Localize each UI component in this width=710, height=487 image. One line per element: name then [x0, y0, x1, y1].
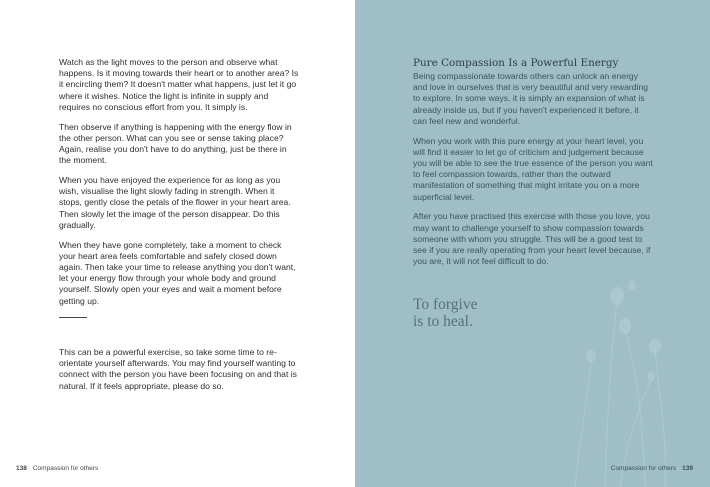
- section-heading: Pure Compassion Is a Powerful Energy: [413, 57, 619, 69]
- left-paragraph-2: Then observe if anything is happening with the energy flow in the other person. What can you see or sense taking place? Again, realise you don't have to do anything, just be there in the moment.: [59, 121, 292, 166]
- pull-quote: [413, 296, 533, 330]
- quote-line-1: To forgive: [413, 296, 478, 313]
- left-paragraph-1: Watch as the light moves to the person and observe what happens. Is it moving towards their heart or to another area? Is it encircling them? It doesn't matter what happens, just let it go where it wishes. Notice the light is infinite in supply and requires no conscious effort from you. It simply is.: [59, 57, 299, 112]
- left-footer-section: Compassion for others: [32, 465, 99, 472]
- right-paragraph-1: Being compassionate towards others can unlock an energy and love in ourselves that is very beautiful and very rewarding to explore. In some ways, it is simply an expansion of what is already inside us, but if you haven't experienced it before, it can feel new and wonderful.: [413, 71, 649, 126]
- quote-line-2: is to heal.: [413, 313, 473, 330]
- left-note-text: This can be a powerful exercise, so take some time to re-orientate yourself afterwards. You may find yourself wanting to connect with the person you have been focusing on and that is natural. If it feels appropriate, please do so.: [59, 347, 297, 391]
- right-footer-section: Compassion for others: [610, 465, 677, 472]
- left-paragraph-3: When you have enjoyed the experience for as long as you wish, visualise the light slowly fading in strength. When it stops, gently close the petals of the flower in your heart area. Then slowly let the image of the person disappear. Do this gradually.: [59, 175, 291, 230]
- right-footer: [611, 465, 693, 472]
- left-body-text: [59, 57, 299, 318]
- right-paragraph-2: When you work with this pure energy at your heart level, you will find it easier to let go of criticism and judgement because you will be able to see the true essence of the person you want to feel compassion towards, rather than the outward manifestation of something that might irritate you on a more superficial level.: [413, 135, 653, 202]
- right-page: [355, 0, 710, 487]
- section-divider: [59, 317, 87, 318]
- right-paragraph-3: After you have practised this exercise with those you love, you may want to challenge yourself to show compassion towards someone with whom you struggle. This will be a good test to see if you are really operating from your heart level because, if you are, it will not feel difficult to do.: [413, 211, 651, 267]
- right-page-number: 139: [682, 465, 693, 472]
- left-footer: [16, 465, 98, 472]
- left-note: [59, 347, 299, 392]
- left-page-number: 138: [16, 465, 27, 472]
- left-paragraph-4: When they have gone completely, take a moment to check your heart area feels comfortable and safely closed down again. Then take your time to release anything you don't want, let your energy flow through your whole body and ground yourself. Slowly open your eyes and wait a moment before getting up.: [59, 239, 296, 306]
- right-body-text: [413, 57, 653, 276]
